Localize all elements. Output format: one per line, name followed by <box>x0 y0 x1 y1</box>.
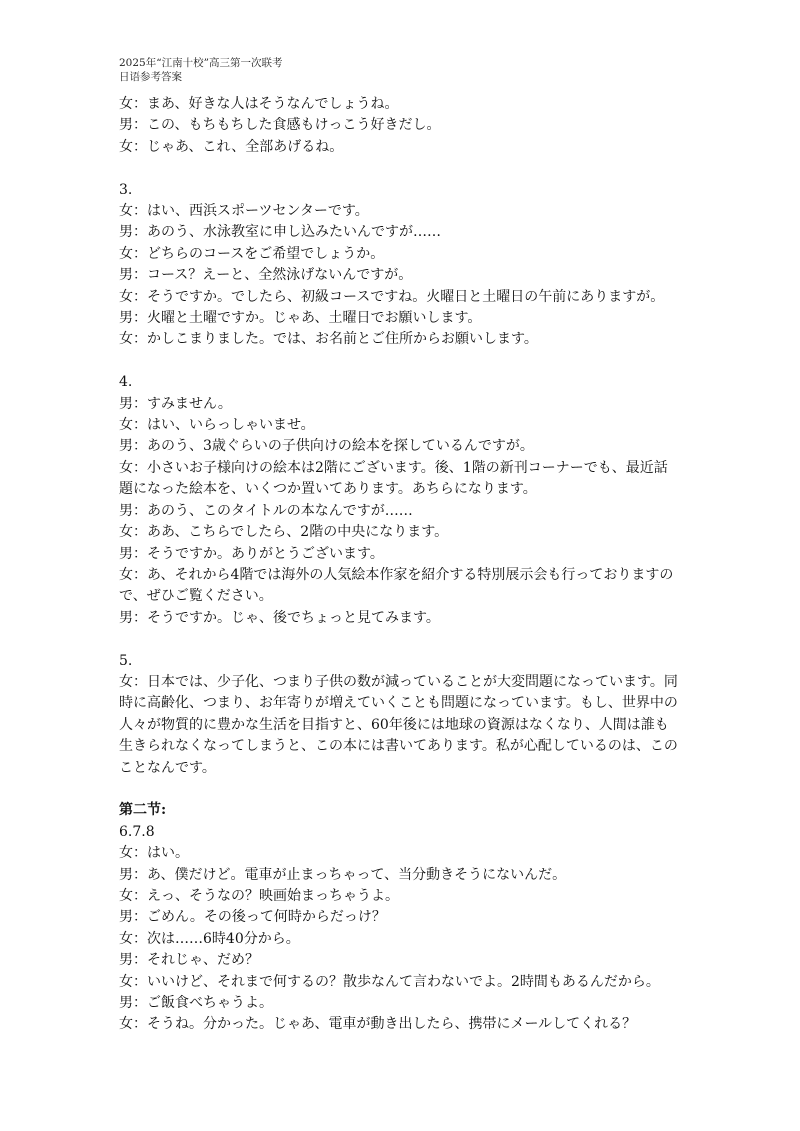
dialogue-line: 男：コース？えーと、全然泳げないんですが。 <box>119 267 413 284</box>
monologue-line: 時に高齢化、つまり、お年寄りが増えていくことも問題になっています。もし、世界中の <box>119 695 678 712</box>
dialogue-line: 男：この、もちもちした食感もけっこう好きだし。 <box>119 117 441 134</box>
monologue-line: 人々が物質的に豊かな生活を目指すと、60年後には地球の資源はなくなり、人間は誰も <box>119 716 669 733</box>
dialogue-line: 男：あのう、水泳教室に申し込みたいんですが…… <box>119 224 441 241</box>
exam-title: 2025年“江南十校”高三第一次联考 <box>119 57 283 69</box>
transcript-body <box>119 94 689 1036</box>
dialogue-line: 男：それじゃ、だめ？ <box>119 952 259 969</box>
dialogue-line: 男：あのう、3歳ぐらいの子供向けの絵本を探しているんですが。 <box>119 438 534 455</box>
dialogue-line: 女：かしこまりました。では、お名前とご住所からお願いします。 <box>119 331 538 348</box>
dialogue-line: 女：次は……6時40分から。 <box>119 930 300 947</box>
dialogue-line: 女：じゃあ、これ、全部あげるね。 <box>119 138 344 155</box>
dialogue-line: 男：ご飯食べちゃうよ。 <box>119 995 273 1011</box>
section-heading: 第二节: <box>119 802 167 819</box>
dialogue-line: 女：まあ、好きな人はそうなんでしょうね。 <box>119 96 399 112</box>
dialogue-line: 女：はい、西浜スポーツセンターです。 <box>119 203 369 220</box>
dialogue-line: 題になった絵本を、いくつか置いてあります。あちらになります。 <box>119 481 537 498</box>
spacer <box>119 629 689 650</box>
dialogue-line: 男：そうですか。ありがとうございます。 <box>119 545 384 562</box>
dialogue-line: 女：小さいお子様向けの絵本は2階にございます。後、1階の新刊コーナーでも、最近話 <box>119 459 668 476</box>
dialogue-line: 男：あ、僕だけど。電車が止まっちゃって、当分動きそうにないんだ。 <box>119 866 567 883</box>
dialogue-line: 女：いいけど、それまで何するの？散歩なんて言わないでよ。2時間もあるんだから。 <box>119 973 660 990</box>
dialogue-line: 男：すみません。 <box>119 395 232 412</box>
dialogue-line: 女：そうですか。でしたら、初級コースですね。火曜日と土曜日の午前にありますが。 <box>119 288 665 305</box>
monologue-line: 生きられなくなってしまうと、この本には書いてあります。私が心配しているのは、この <box>119 738 678 755</box>
dialogue-line: 女：どちらのコースをご希望でしょうか。 <box>119 245 385 262</box>
question-number: 3. <box>119 181 133 198</box>
dialogue-line: 女：えっ、そうなの？映画始まっちゃうよ。 <box>119 887 399 904</box>
dialogue-line: 男：火曜と土曜ですか。じゃあ、土曜日でお願いします。 <box>119 310 482 327</box>
spacer <box>119 351 689 372</box>
spacer <box>119 158 689 179</box>
exam-subtitle: 日语参考答案 <box>119 71 182 83</box>
dialogue-line: 女：あ、それから4階では海外の人気絵本作家を紹介する特別展示会も行っておりますの <box>119 566 674 583</box>
dialogue-line: 女：そうね。分かった。じゃあ、電車が動き出したら、携帯にメールしてくれる？ <box>119 1016 637 1033</box>
dialogue-line: 男：あのう、このタイトルの本なんですが…… <box>119 502 413 519</box>
monologue-line: 女：日本では、少子化、つまり子供の数が減っていることが大変問題になっています。同 <box>119 673 678 690</box>
question-number: 6.7.8 <box>119 823 155 840</box>
question-number: 4. <box>119 374 133 391</box>
dialogue-line: 女：ああ、こちらでしたら、2階の中央になります。 <box>119 524 449 541</box>
dialogue-line: 男：ごめん。その後って何時からだっけ？ <box>119 909 386 926</box>
dialogue-line: 男：そうですか。じゃ、後でちょっと見てみます。 <box>119 609 440 626</box>
dialogue-line: で、ぜひご覧ください。 <box>119 588 273 605</box>
monologue-line: ことなんです。 <box>119 759 216 776</box>
spacer <box>119 779 689 800</box>
dialogue-line: 女：はい、いらっしゃいませ。 <box>119 417 315 434</box>
dialogue-line: 女：はい。 <box>119 845 189 862</box>
question-number: 5. <box>119 652 133 669</box>
page-header <box>119 56 282 84</box>
